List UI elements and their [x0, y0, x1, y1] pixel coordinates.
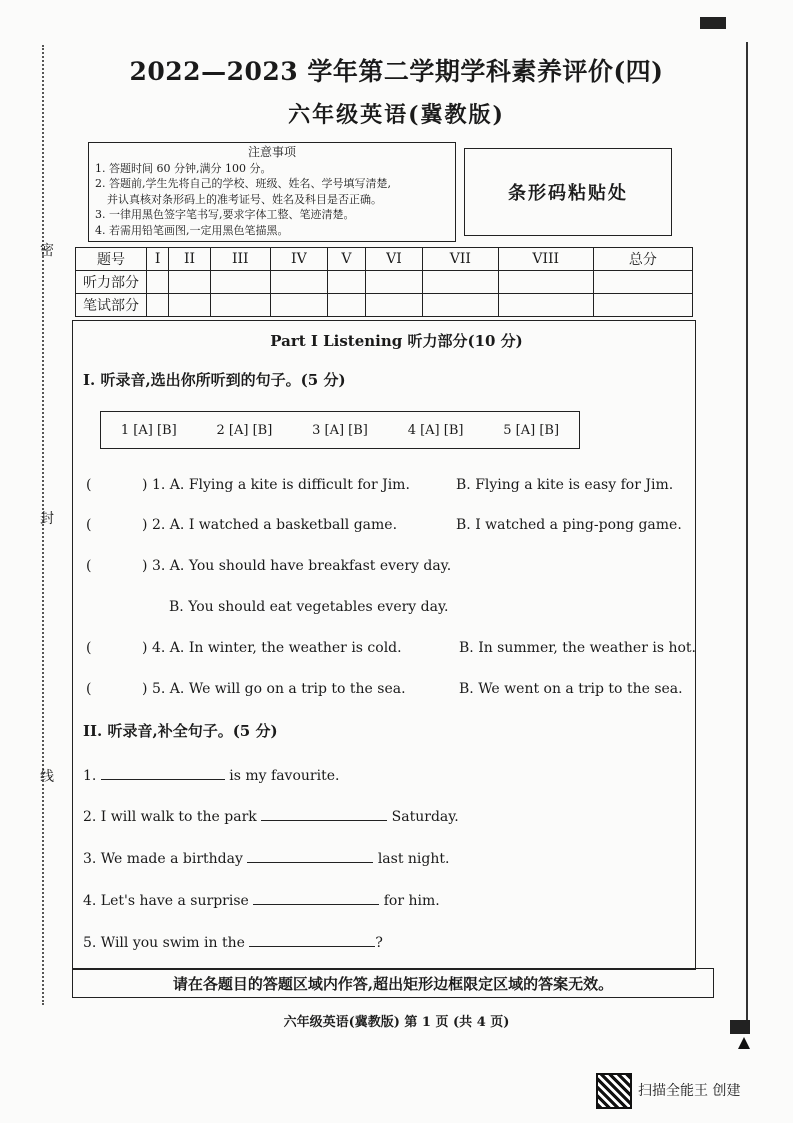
notice-line: 3. 一律用黑色签字笔书写,要求字体工整、笔迹清楚。 — [95, 208, 355, 221]
score-cell[interactable] — [422, 271, 498, 294]
page-title: 2022—2023 学年第二学期学科素养评价(四) — [129, 57, 664, 86]
question-option-b: B. Flying a kite is easy for Jim. — [456, 477, 674, 493]
notice-line: 1. 答题时间 60 分钟,满分 100 分。 — [95, 161, 272, 175]
score-cell[interactable] — [270, 294, 327, 317]
right-border-line — [746, 42, 748, 1032]
part-title: Part I Listening 听力部分(10 分) — [270, 332, 523, 350]
fill-item-prefix: 4. Let's have a surprise — [83, 893, 249, 909]
score-cell[interactable] — [365, 294, 422, 317]
page-subtitle: 六年级英语(冀教版) — [288, 102, 505, 128]
row-label: 听力部分 — [76, 271, 147, 294]
question-option-b: B. In summer, the weather is hot. — [459, 640, 696, 656]
fill-item-suffix: ? — [375, 935, 383, 951]
answer-paren-open: ( — [86, 558, 92, 574]
answer-paren-close: ) — [142, 477, 148, 493]
seal-char-feng: 封 — [40, 511, 54, 527]
score-cell[interactable] — [147, 271, 169, 294]
header-cell: IV — [270, 248, 327, 271]
answer-paren-open: ( — [86, 681, 92, 697]
choice-option[interactable]: 4 [A] [B] — [407, 422, 464, 438]
score-cell[interactable] — [210, 271, 270, 294]
seal-char-mi: 密 — [40, 243, 54, 259]
notice-line: 2. 答题前,学生先将自己的学校、班级、姓名、学号填写清楚, — [95, 177, 391, 190]
triangle-marker-icon — [738, 1037, 750, 1049]
notice-line: 并认真核对条形码上的准考证号、姓名及科目是否正确。 — [107, 192, 382, 206]
answer-paren-open: ( — [86, 640, 92, 656]
score-cell[interactable] — [593, 294, 692, 317]
header-cell: I — [147, 248, 169, 271]
answer-paren-close: ) — [142, 517, 148, 533]
fill-item-prefix: 2. I will walk to the park — [83, 809, 257, 825]
barcode-area: 条形码粘贴处 — [464, 148, 672, 236]
question-option-b: B. We went on a trip to the sea. — [459, 681, 683, 697]
fill-item — [83, 806, 459, 825]
header-cell: III — [210, 248, 270, 271]
answer-paren-close: ) — [142, 681, 148, 697]
fill-item-prefix: 3. We made a birthday — [83, 851, 243, 867]
score-cell[interactable] — [327, 294, 365, 317]
choice-option[interactable]: 3 [A] [B] — [312, 422, 368, 438]
question-option-a: 1. A. Flying a kite is difficult for Jim. — [152, 477, 410, 493]
section-1-title: I. 听录音,选出你所听到的句子。(5 分) — [83, 371, 346, 389]
notice-title: 注意事项 — [247, 145, 296, 159]
question-option-a: 3. A. You should have breakfast every day. — [152, 558, 452, 574]
fill-item — [83, 890, 440, 909]
answer-blank[interactable] — [247, 848, 373, 863]
score-cell[interactable] — [327, 271, 365, 294]
answer-paren-close: ) — [142, 640, 148, 656]
header-cell: VII — [422, 248, 498, 271]
scanner-watermark: 扫描全能王 创建 — [638, 1083, 741, 1099]
question-option-a: 5. A. We will go on a trip to the sea. — [152, 681, 406, 697]
header-cell: II — [169, 248, 210, 271]
score-cell[interactable] — [422, 294, 498, 317]
score-cell[interactable] — [147, 294, 169, 317]
answer-blank[interactable] — [261, 806, 387, 821]
seal-char-xian: 线 — [40, 769, 54, 785]
score-table — [75, 247, 693, 317]
answer-area-notice: 请在各题目的答题区域内作答,超出矩形边框限定区域的答案无效。 — [72, 968, 714, 998]
header-cell: VI — [365, 248, 422, 271]
fill-item-suffix: Saturday. — [391, 809, 459, 825]
choice-option[interactable]: 5 [A] [B] — [503, 422, 560, 438]
answer-blank[interactable] — [253, 890, 379, 905]
score-cell[interactable] — [593, 271, 692, 294]
score-table-row — [76, 294, 693, 317]
answer-paren-open: ( — [86, 517, 92, 533]
qr-code-icon — [596, 1073, 632, 1109]
score-cell[interactable] — [169, 294, 210, 317]
fill-item-prefix: 1. — [83, 768, 97, 784]
choice-option[interactable]: 2 [A] [B] — [216, 422, 273, 438]
question-option-b: B. You should eat vegetables every day. — [169, 599, 449, 615]
fill-item-suffix: for him. — [383, 893, 440, 909]
question-option-a: 4. A. In winter, the weather is cold. — [152, 640, 402, 656]
header-cell: VIII — [498, 248, 593, 271]
corner-registration-mark — [730, 1020, 750, 1034]
notice-box — [88, 142, 456, 242]
score-cell[interactable] — [365, 271, 422, 294]
answer-paren-open: ( — [86, 477, 92, 493]
answer-paren-close: ) — [142, 558, 148, 574]
fill-item — [83, 765, 339, 784]
fill-item — [83, 932, 383, 951]
fill-item-prefix: 5. Will you swim in the — [83, 935, 245, 951]
score-cell[interactable] — [169, 271, 210, 294]
score-cell[interactable] — [210, 294, 270, 317]
section-2-title: II. 听录音,补全句子。(5 分) — [83, 722, 278, 740]
score-cell[interactable] — [270, 271, 327, 294]
page-number-footer: 六年级英语(冀教版) 第 1 页 (共 4 页) — [283, 1015, 510, 1030]
notice-line: 4. 若需用铅笔画图,一定用黑色笔描黑。 — [95, 223, 289, 237]
score-cell[interactable] — [498, 271, 593, 294]
score-cell[interactable] — [498, 294, 593, 317]
header-cell: 题号 — [76, 248, 147, 271]
choice-option[interactable]: 1 [A] [B] — [120, 422, 177, 438]
fill-item-suffix: is my favourite. — [229, 768, 340, 784]
question-option-b: B. I watched a ping-pong game. — [456, 517, 682, 533]
fill-item — [83, 848, 449, 867]
header-cell: 总分 — [593, 248, 692, 271]
fill-item-suffix: last night. — [377, 851, 450, 867]
header-cell: V — [327, 248, 365, 271]
corner-registration-mark — [700, 17, 726, 29]
row-label: 笔试部分 — [76, 294, 147, 317]
answer-choice-strip — [100, 411, 580, 449]
score-table-row — [76, 271, 693, 294]
answer-blank[interactable] — [101, 765, 225, 780]
question-option-a: 2. A. I watched a basketball game. — [152, 517, 398, 533]
answer-blank[interactable] — [249, 932, 375, 947]
score-table-header-row — [76, 248, 693, 271]
